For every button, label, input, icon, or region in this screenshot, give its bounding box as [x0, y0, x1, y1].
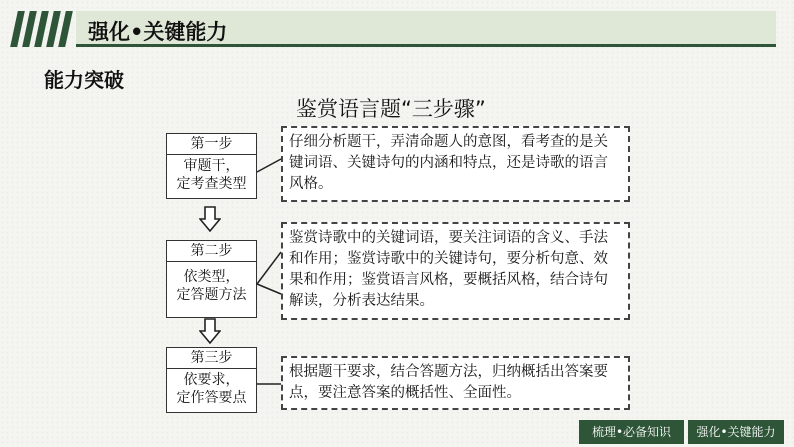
step-desc-1: 仔细分析题干，弄清命题人的意图，看考查的是关键词语、关键诗句的内涵和特点，还是诗歌的语言风格。 [281, 126, 630, 202]
nav-button-ability[interactable]: 强化•关键能力 [688, 420, 784, 444]
stripe [58, 11, 73, 47]
step-body-line: 审题干， [183, 158, 240, 174]
down-arrow-icon [199, 318, 221, 344]
step-head: 第三步 [167, 348, 256, 369]
step-body-line: 依类型， [183, 269, 240, 285]
nav-button-knowledge[interactable]: 梳理•必备知识 [579, 420, 684, 444]
step-desc-3: 根据题干要求，结合答题方法，归纳概括出答案要点，要注意答案的概括性、全面性。 [281, 356, 630, 410]
step-body [167, 262, 256, 304]
step-box-1 [166, 133, 257, 199]
step-box-2 [166, 240, 257, 318]
header-title-box [76, 11, 776, 47]
header-bar [0, 11, 794, 47]
connector-line [257, 252, 281, 284]
connector-line [257, 159, 281, 172]
connector-line [257, 284, 281, 294]
main-title: 鉴赏语言题“三步骤” [296, 97, 486, 121]
step-box-3 [166, 347, 257, 413]
step-desc-2: 鉴赏诗歌中的关键词语，要关注词语的含义、手法和作用；鉴赏诗歌中的关键诗句，要分析句意、效果和作用；鉴赏语言风格，要概括风格，结合诗句解读，分析表达结果。 [281, 222, 630, 320]
section-title: 能力突破 [44, 68, 124, 92]
step-body-line: 定作答要点 [176, 390, 247, 406]
header-stripes [14, 11, 69, 47]
header-title: 强化•关键能力 [88, 20, 228, 44]
step-body-line: 定考查类型 [176, 176, 247, 192]
step-head: 第二步 [167, 241, 256, 262]
down-arrow-icon [199, 206, 221, 232]
step-body-line: 定答题方法 [176, 287, 247, 303]
step-head: 第一步 [167, 134, 256, 155]
step-body [167, 155, 256, 193]
step-body [167, 369, 256, 407]
step-body-line: 依要求， [183, 372, 240, 388]
